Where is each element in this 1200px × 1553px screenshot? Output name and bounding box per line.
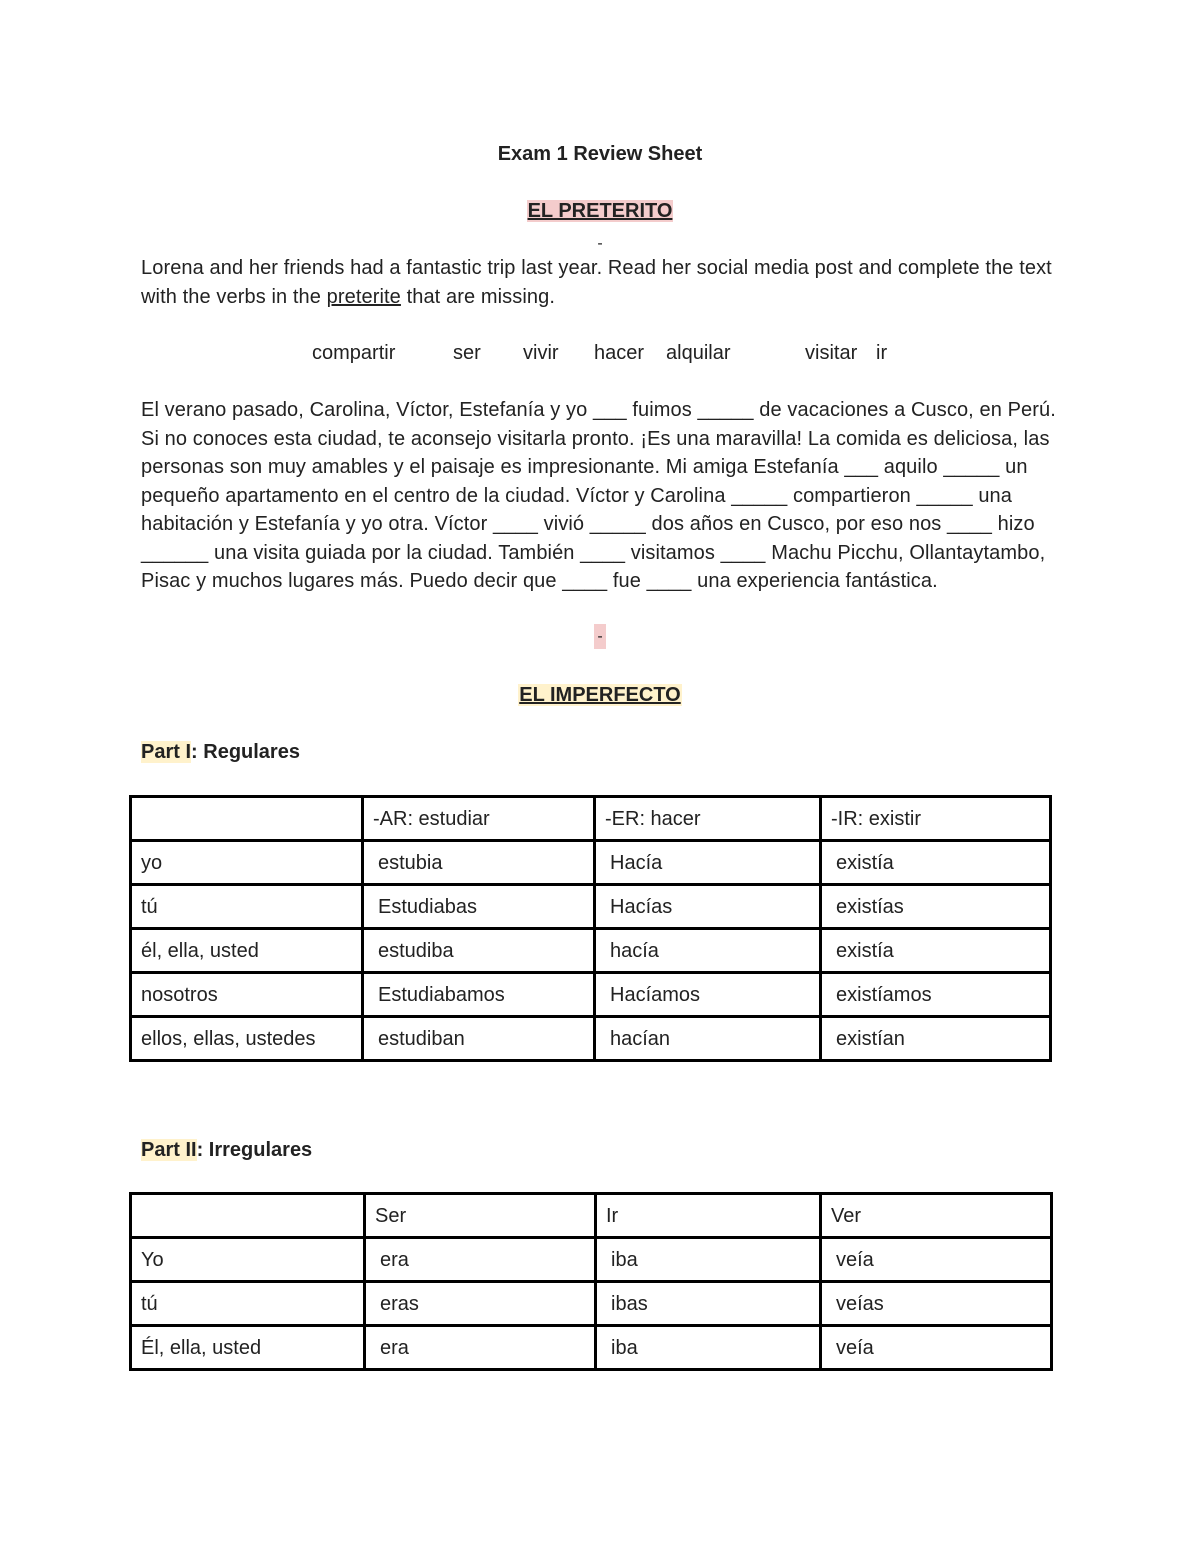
preterito-heading-text: EL PRETERITO <box>527 200 673 222</box>
conjugation-cell: veía <box>821 1326 1052 1370</box>
pronoun-cell: él, ella, usted <box>131 929 363 973</box>
conjugation-cell: existías <box>821 885 1051 929</box>
conjugation-cell: Estudiabamos <box>363 973 595 1017</box>
preterito-passage: El verano pasado, Carolina, Víctor, Estefanía y yo ___ fuimos _____ de vacaciones a Cusco, en Perú. Si no conoces esta ciudad, te aconsejo visitarla pronto. ¡Es una maravilla! La comida es deliciosa, las personas son muy amables y el paisaje es impresionante. Mi amiga Estefanía ___ aquilo _____ un pequeño apartamento en el centro de la ciudad. Víctor y Carolina _____ compartieron _____ una habitación y Estefanía y yo otra. Víctor ____ vivió _____ dos años en Cusco, por eso nos ____ hizo ______ una visita guiada por la ciudad. También ____ visitamos ____ Machu Picchu, Ollantaytambo, Pisac y muchos lugares más. Puedo decir que ____ fue ____ una experiencia fantástica. <box>141 399 1056 592</box>
part2-heading <box>141 1137 312 1163</box>
table-row <box>131 1326 1052 1370</box>
conjugation-cell: Hacíamos <box>595 973 821 1017</box>
preterito-dash-bottom-text: - <box>594 624 605 649</box>
table-row <box>131 841 1051 885</box>
word-bank-alquilar: alquilar <box>666 342 731 364</box>
table-row <box>131 1017 1051 1061</box>
header-cell: Ir <box>596 1194 821 1238</box>
instruction-text-before: Lorena and her friends had a fantastic trip last year. Read her social media post and complete the text with the verbs in the <box>141 257 1052 308</box>
word-bank-vivir: vivir <box>523 342 559 364</box>
pronoun-cell: Yo <box>131 1238 365 1282</box>
pronoun-cell: nosotros <box>131 973 363 1017</box>
conjugation-cell: hacía <box>595 929 821 973</box>
instruction-text-after: that are missing. <box>400 285 556 308</box>
conjugation-cell: estubia <box>363 841 595 885</box>
conjugation-cell: ibas <box>596 1282 821 1326</box>
header-cell: Ver <box>821 1194 1052 1238</box>
preterite-link: preterite <box>326 285 401 308</box>
part2-label: Part II <box>141 1139 197 1161</box>
conjugation-cell: era <box>365 1238 596 1282</box>
header-cell <box>131 1194 365 1238</box>
part1-title: : Regulares <box>191 741 300 763</box>
table-row <box>131 885 1051 929</box>
conjugation-cell: existía <box>821 929 1051 973</box>
pronoun-cell: tú <box>131 1282 365 1326</box>
irregulares-table <box>129 1192 1053 1371</box>
imperfecto-heading-text: EL IMPERFECTO <box>519 684 681 706</box>
table-header-row <box>131 1194 1052 1238</box>
conjugation-cell: existíamos <box>821 973 1051 1017</box>
conjugation-cell: hacían <box>595 1017 821 1061</box>
pronoun-cell: tú <box>131 885 363 929</box>
conjugation-cell: estudiba <box>363 929 595 973</box>
conjugation-cell: estudiban <box>363 1017 595 1061</box>
word-bank-hacer: hacer <box>594 342 645 364</box>
pronoun-cell: yo <box>131 841 363 885</box>
preterito-heading <box>0 198 1200 224</box>
part1-heading <box>141 739 300 765</box>
pronoun-cell: ellos, ellas, ustedes <box>131 1017 363 1061</box>
page-title: Exam 1 Review Sheet <box>497 143 703 165</box>
imperfecto-heading <box>0 682 1200 708</box>
header-cell: -IR: existir <box>821 797 1051 841</box>
table-row <box>131 973 1051 1017</box>
conjugation-cell: existía <box>821 841 1051 885</box>
pronoun-cell: Él, ella, usted <box>131 1326 365 1370</box>
regulares-table <box>129 795 1052 1062</box>
table-row <box>131 1238 1052 1282</box>
word-bank-ser: ser <box>453 342 481 364</box>
preterito-instructions <box>141 254 1061 311</box>
table-row <box>131 929 1051 973</box>
word-bank-compartir: compartir <box>312 342 396 364</box>
conjugation-cell: Hacía <box>595 841 821 885</box>
conjugation-cell: Hacías <box>595 885 821 929</box>
conjugation-cell: veías <box>821 1282 1052 1326</box>
conjugation-cell: iba <box>596 1326 821 1370</box>
conjugation-cell: existían <box>821 1017 1051 1061</box>
conjugation-cell: era <box>365 1326 596 1370</box>
table-header-row <box>131 797 1051 841</box>
part2-title: : Irregulares <box>196 1139 313 1161</box>
header-cell <box>131 797 363 841</box>
conjugation-cell: Estudiabas <box>363 885 595 929</box>
conjugation-cell: veía <box>821 1238 1052 1282</box>
preterito-dash-bottom <box>0 628 1200 646</box>
part1-label: Part I <box>141 741 192 763</box>
table-row <box>131 1282 1052 1326</box>
header-cell: -AR: estudiar <box>363 797 595 841</box>
preterito-dash-top: - <box>597 235 603 252</box>
conjugation-cell: eras <box>365 1282 596 1326</box>
word-bank-ir: ir <box>876 342 888 364</box>
header-cell: -ER: hacer <box>595 797 821 841</box>
word-bank-visitar: visitar <box>805 342 858 364</box>
conjugation-cell: iba <box>596 1238 821 1282</box>
header-cell: Ser <box>365 1194 596 1238</box>
